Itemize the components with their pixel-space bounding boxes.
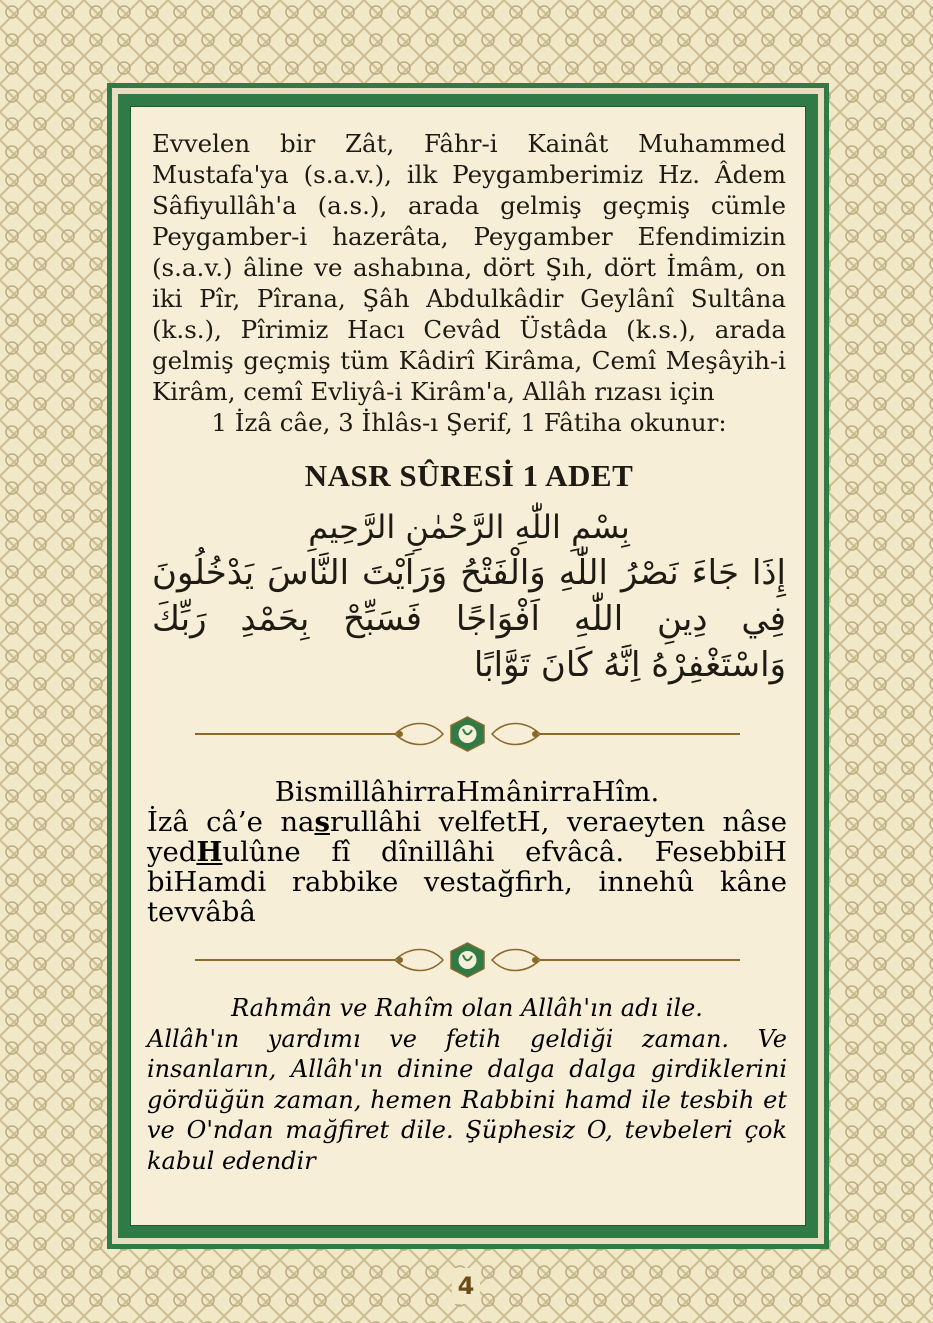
transliteration-verse — [147, 807, 787, 927]
translit-emphasis: s — [314, 806, 330, 838]
page-number: 4 — [452, 1268, 480, 1304]
calligraphy-medallion-icon — [451, 717, 484, 751]
arabic-basmala: بِسْمِ اللّٰهِ الرَّحْمٰنِ الرَّحِيمِ — [308, 508, 630, 546]
surah-heading: NASR SÛRESİ 1 ADET — [304, 458, 634, 493]
meaning-block — [147, 993, 787, 1176]
translit-part: rullâhi velfetH, veraeyten nâse yed — [147, 806, 787, 868]
transliteration-basmala: BismillâhirraHmânirraHîm. — [274, 776, 660, 808]
transliteration-block — [147, 777, 787, 927]
translit-part: ulûne fî dînillâhi efvâcâ. FesebbiH biHamdi rabbike vestağfirh, innehû kâne tevvâbâ — [147, 836, 787, 928]
translit-emphasis: H — [196, 836, 223, 868]
divider-ornament-icon — [195, 942, 740, 978]
calligraphy-medallion-icon — [451, 943, 484, 977]
divider-ornament-icon — [195, 716, 740, 752]
intro-instruction: 1 İzâ câe, 3 İhlâs-ı Şerif, 1 Fâtiha okunur: — [211, 408, 727, 437]
intro-paragraph: Evvelen bir Zât, Fâhr-i Kainât Muhammed Mustafa'ya (s.a.v.), ilk Peygamberimiz Hz. Âdem Sâfiyullâh'a (a.s.), arada gelmiş geçmiş cümle Peygamber-i hazerâta, Peygamber Efendimizin (s.a.v.) âline ve ashabına, dört Şıh, dört İmâm, on iki Pîr, Pîrana, Şâh Abdulkâdir Geylânî Sultâna (k.s.), Pîrimiz Hacı Cevâd Üstâda (k.s.), arada gelmiş geçmiş tüm Kâdirî Kirâma, Cemî Meşâyih-i Kirâm, cemî Evliyâ-i Kirâm'a, Allâh rızası için — [152, 129, 786, 406]
meaning-basmala: Rahmân ve Rahîm olan Allâh'ın adı ile. — [231, 994, 703, 1022]
arabic-verse: إِذَا جَاءَ نَصْرُ اللّٰهِ وَالْفَتْحُ وَرَاَيْتَ النَّاسَ يَدْخُلُونَ فِي دِينِ اللّٰهِ اَفْوَاجًا فَسَبِّحْ بِحَمْدِ رَبِّكَ وَاسْتَغْفِرْهُ اِنَّهُ كَانَ تَوَّابًا — [152, 553, 786, 685]
translit-part: İzâ câ’e na — [147, 806, 315, 838]
meaning-text: Allâh'ın yardımı ve fetih geldiği zaman. Ve insanların, Allâh'ın dinine dalga dalga girdiklerini gördüğün zaman, hemen Rabbini hamd ile tesbih et ve O'ndan mağfiret dile. Şüphesiz O, tevbeleri çok kabul edendir — [147, 1024, 787, 1175]
main-content — [152, 128, 786, 688]
